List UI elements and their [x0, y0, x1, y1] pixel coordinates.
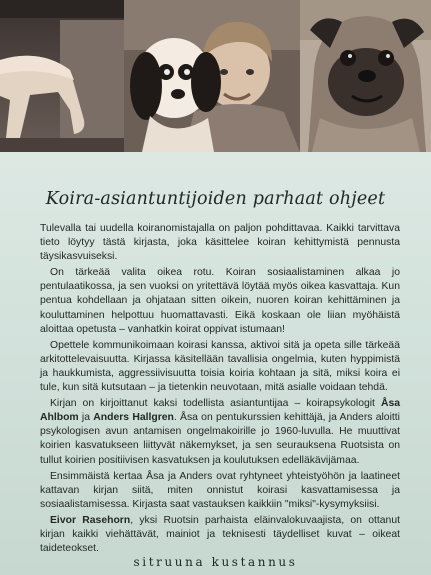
blurb-paragraph: Opettele kommunikoimaan koirasi kanssa, aktivoi sitä ja opeta sille tärkeää arkitottelevaisuutta. Kirjassa käsitellään tavallisia ongelmia, kuten hyppimistä ja haukkumista, aggressiivisuutta toisia koiria kohtaan ja sitä, miksi koira ei tule, kun sitä kutsutaan – ja tietenkin neuvotaan, mitä asialle voidaan tehdä.	[40, 339, 400, 394]
blurb-text	[40, 222, 400, 558]
photo-pug-puppy	[300, 0, 431, 152]
blurb-paragraph: Tulevalla tai uudella koiranomistajalla on paljon pohdittavaa. Kaikki tarvittava tieto löytyy tästä kirjasta, joka käsittelee koiran kehittymistä pennusta täysikasvuiseksi.	[40, 223, 400, 263]
publisher-name: sitruuna kustannus	[133, 555, 298, 569]
blurb-paragraph: Kirjan on kirjoittanut kaksi todellista asiantuntijaa – koirapsykologit Åsa Ahlbom ja Anders Hallgren. Åsa on pentukurssien kehittäjä, ja Anders aloitti psykologisen avun antamisen ongelmakoirille jo 1960-luvulla. He muuttivat koirien kasvatukseen liittyvät näkemykset, ja sen seurauksena Ruotsista on tullut koirien positiivisen kasvatuksen ja koulutuksen edelläkävijämaa.	[40, 398, 400, 466]
author-name: Eivor Rasehorn	[50, 514, 131, 526]
photo-child-with-dog	[124, 0, 300, 152]
blurb-paragraph: Eivor Rasehorn, yksi Ruotsin parhaista eläinvalokuvaajista, on ottanut kirjan kaikki viehättävät, mainiot ja teknisesti täydelliset kuvat – oikeat taideteokset.	[40, 514, 400, 555]
author-name: Anders Hallgren	[93, 412, 174, 424]
blurb-paragraph: On tärkeää valita oikea rotu. Koiran sosiaalistaminen alkaa jo pentulaatikossa, ja sen vuoksi on yritettävä löytää myös oikea kasvattaja. Kun pentua kohdellaan ja ohjataan sitten oikein, nuoren koiran kehittäminen ja kouluttaminen helpottuu huomattavasti. Eikä koskaan ole liian myöhäistä aloittaa opetusta – vanhatkin koirat oppivat istumaan!	[40, 267, 400, 335]
author-name: Åsa Ahlbom	[40, 398, 400, 424]
cover-photo-strip	[0, 0, 431, 152]
blurb-paragraph: Ensimmäistä kertaa Åsa ja Anders ovat ryhtyneet yhteistyöhön ja laatineet kattavan kirjan siitä, miten onnistut koirasi kasvattamisessa ja sosiaalistamisessa. Kirjasta saat vastauksen kaikkiin "miksi"-kysymyksiisi.	[40, 470, 400, 510]
photo-puppy-left	[0, 0, 124, 152]
cover-heading: Koira-asiantuntijoiden parhaat ohjeet	[45, 189, 386, 209]
